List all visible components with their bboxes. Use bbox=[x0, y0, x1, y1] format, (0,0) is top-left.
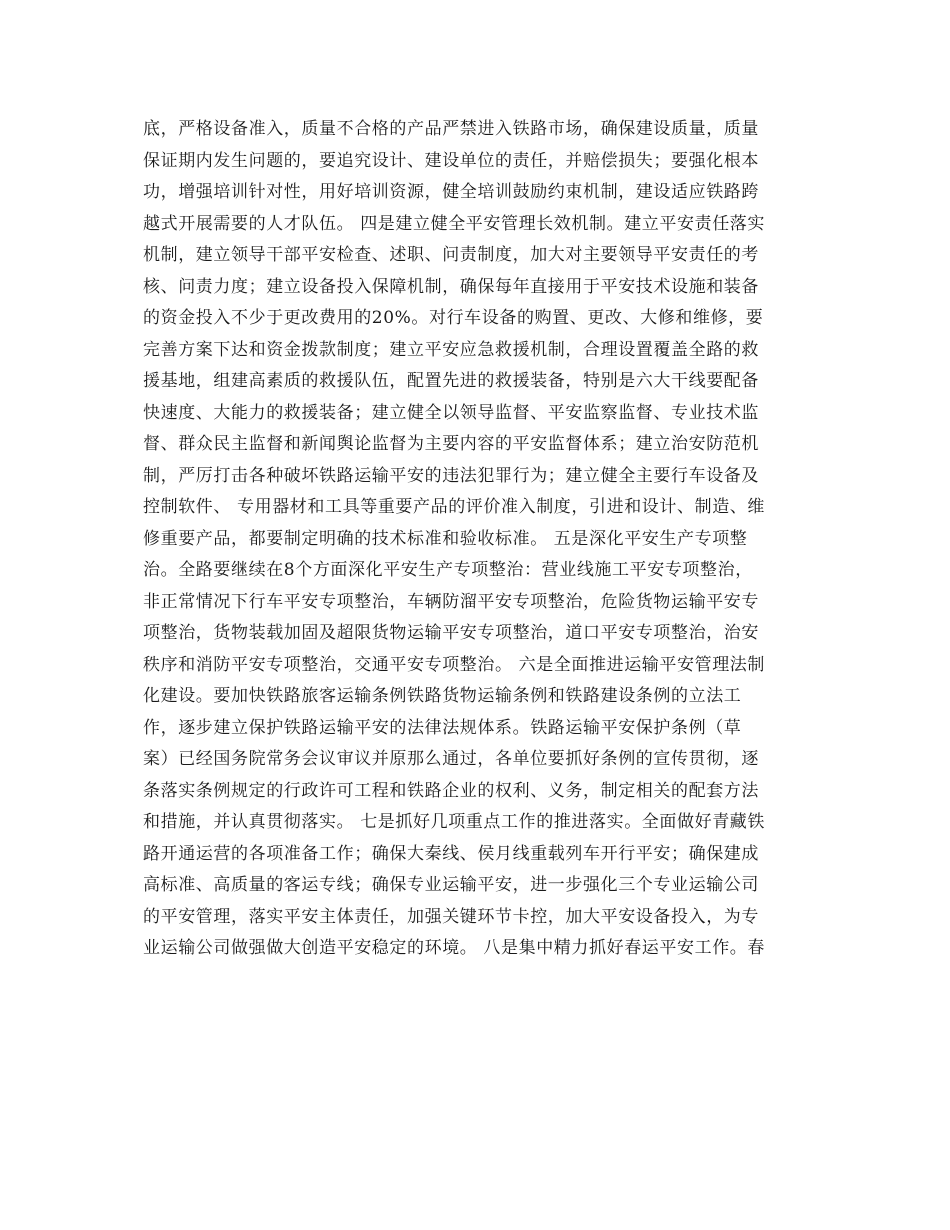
text-line-19: 化建设。要加快铁路旅客运输条例铁路货物运输条例和铁路建设条例的立法工 bbox=[143, 686, 742, 706]
text-line-12: 制，严厉打击各种破坏铁路运输平安的违法犯罪行为；建立健全主要行车设备及 bbox=[143, 465, 759, 486]
text-line-10: 快速度、大能力的救援装备；建立健全以领导监督、平安监察监督、专业技术监 bbox=[143, 402, 759, 423]
text-line-7: 的资金投入不少于更改费用的20%。对行车设备的购置、更改、大修和维修，要 bbox=[143, 308, 764, 328]
text-line-3: 功，增强培训针对性，用好培训资源，健全培训鼓励约束机制，建设适应铁路跨 bbox=[143, 182, 759, 202]
text-line-20: 作，逐步建立保护铁路运输平安的法律法规体系。铁路运输平安保护条例（草 bbox=[143, 717, 742, 738]
text-line-18: 秩序和消防平安专项整治，交通平安专项整治。 六是全面推进运输平安管理法制 bbox=[143, 654, 766, 675]
text-line-16: 非正常情况下行车平安专项整治，车辆防溜平安专项整治，危险货物运输平安专 bbox=[143, 591, 759, 612]
text-line-27: 业运输公司做强做大创造平安稳定的环境。 八是集中精力抓好春运平安工作。春 bbox=[143, 938, 766, 958]
text-line-17: 项整治，货物装载加固及超限货物运输平安专项整治，道口平安专项整治，治安 bbox=[143, 623, 759, 643]
text-line-21: 案）已经国务院常务会议审议并原那么通过，各单位要抓好条例的宣传贯彻，逐 bbox=[143, 749, 759, 769]
text-line-11: 督、群众民主监督和新闻舆论监督为主要内容的平安监督体系；建立治安防范机 bbox=[143, 434, 759, 454]
text-line-1: 底，严格设备准入，质量不合格的产品严禁进入铁路市场，确保建设质量，质量 bbox=[143, 119, 759, 139]
text-line-22: 条落实条例规定的行政许可工程和铁路企业的权利、义务，制定相关的配套方法 bbox=[143, 780, 759, 801]
text-line-25: 高标准、高质量的客运专线；确保专业运输平安，进一步强化三个专业运输公司 bbox=[143, 875, 759, 895]
text-line-26: 的平安管理，落实平安主体责任，加强关键环节卡控，加大平安设备投入，为专 bbox=[143, 906, 759, 927]
text-line-14: 修重要产品，都要制定明确的技术标准和验收标准。 五是深化平安生产专项整 bbox=[143, 528, 748, 549]
text-line-2: 保证期内发生问题的，要追究设计、建设单位的责任，并赔偿损失；要强化根本 bbox=[143, 150, 759, 171]
text-line-5: 机制，建立领导干部平安检查、述职、问责制度，加大对主要领导平安责任的考 bbox=[143, 245, 759, 265]
text-line-15: 治。全路要继续在8个方面深化平安生产专项整治：营业线施工平安专项整治， bbox=[143, 560, 753, 580]
body-text bbox=[143, 114, 803, 965]
text-line-4: 越式开展需要的人才队伍。 四是建立健全平安管理长效机制。建立平安责任落实 bbox=[143, 213, 766, 234]
text-line-9: 援基地，组建高素质的救援队伍，配置先进的救援装备，特别是六大干线要配备 bbox=[143, 371, 759, 391]
text-line-23: 和措施，并认真贯彻落实。 七是抓好几项重点工作的推进落实。全面做好青藏铁 bbox=[143, 812, 766, 832]
text-line-24: 路开通运营的各项准备工作；确保大秦线、侯月线重载列车开行平安；确保建成 bbox=[143, 843, 759, 864]
text-line-6: 核、问责力度；建立设备投入保障机制，确保每年直接用于平安技术设施和装备 bbox=[143, 276, 759, 297]
text-line-13: 控制软件、 专用器材和工具等重要产品的评价准入制度，引进和设计、制造、维 bbox=[143, 497, 766, 517]
text-line-8: 完善方案下达和资金拨款制度；建立平安应急救援机制，合理设置覆盖全路的救 bbox=[143, 339, 759, 360]
